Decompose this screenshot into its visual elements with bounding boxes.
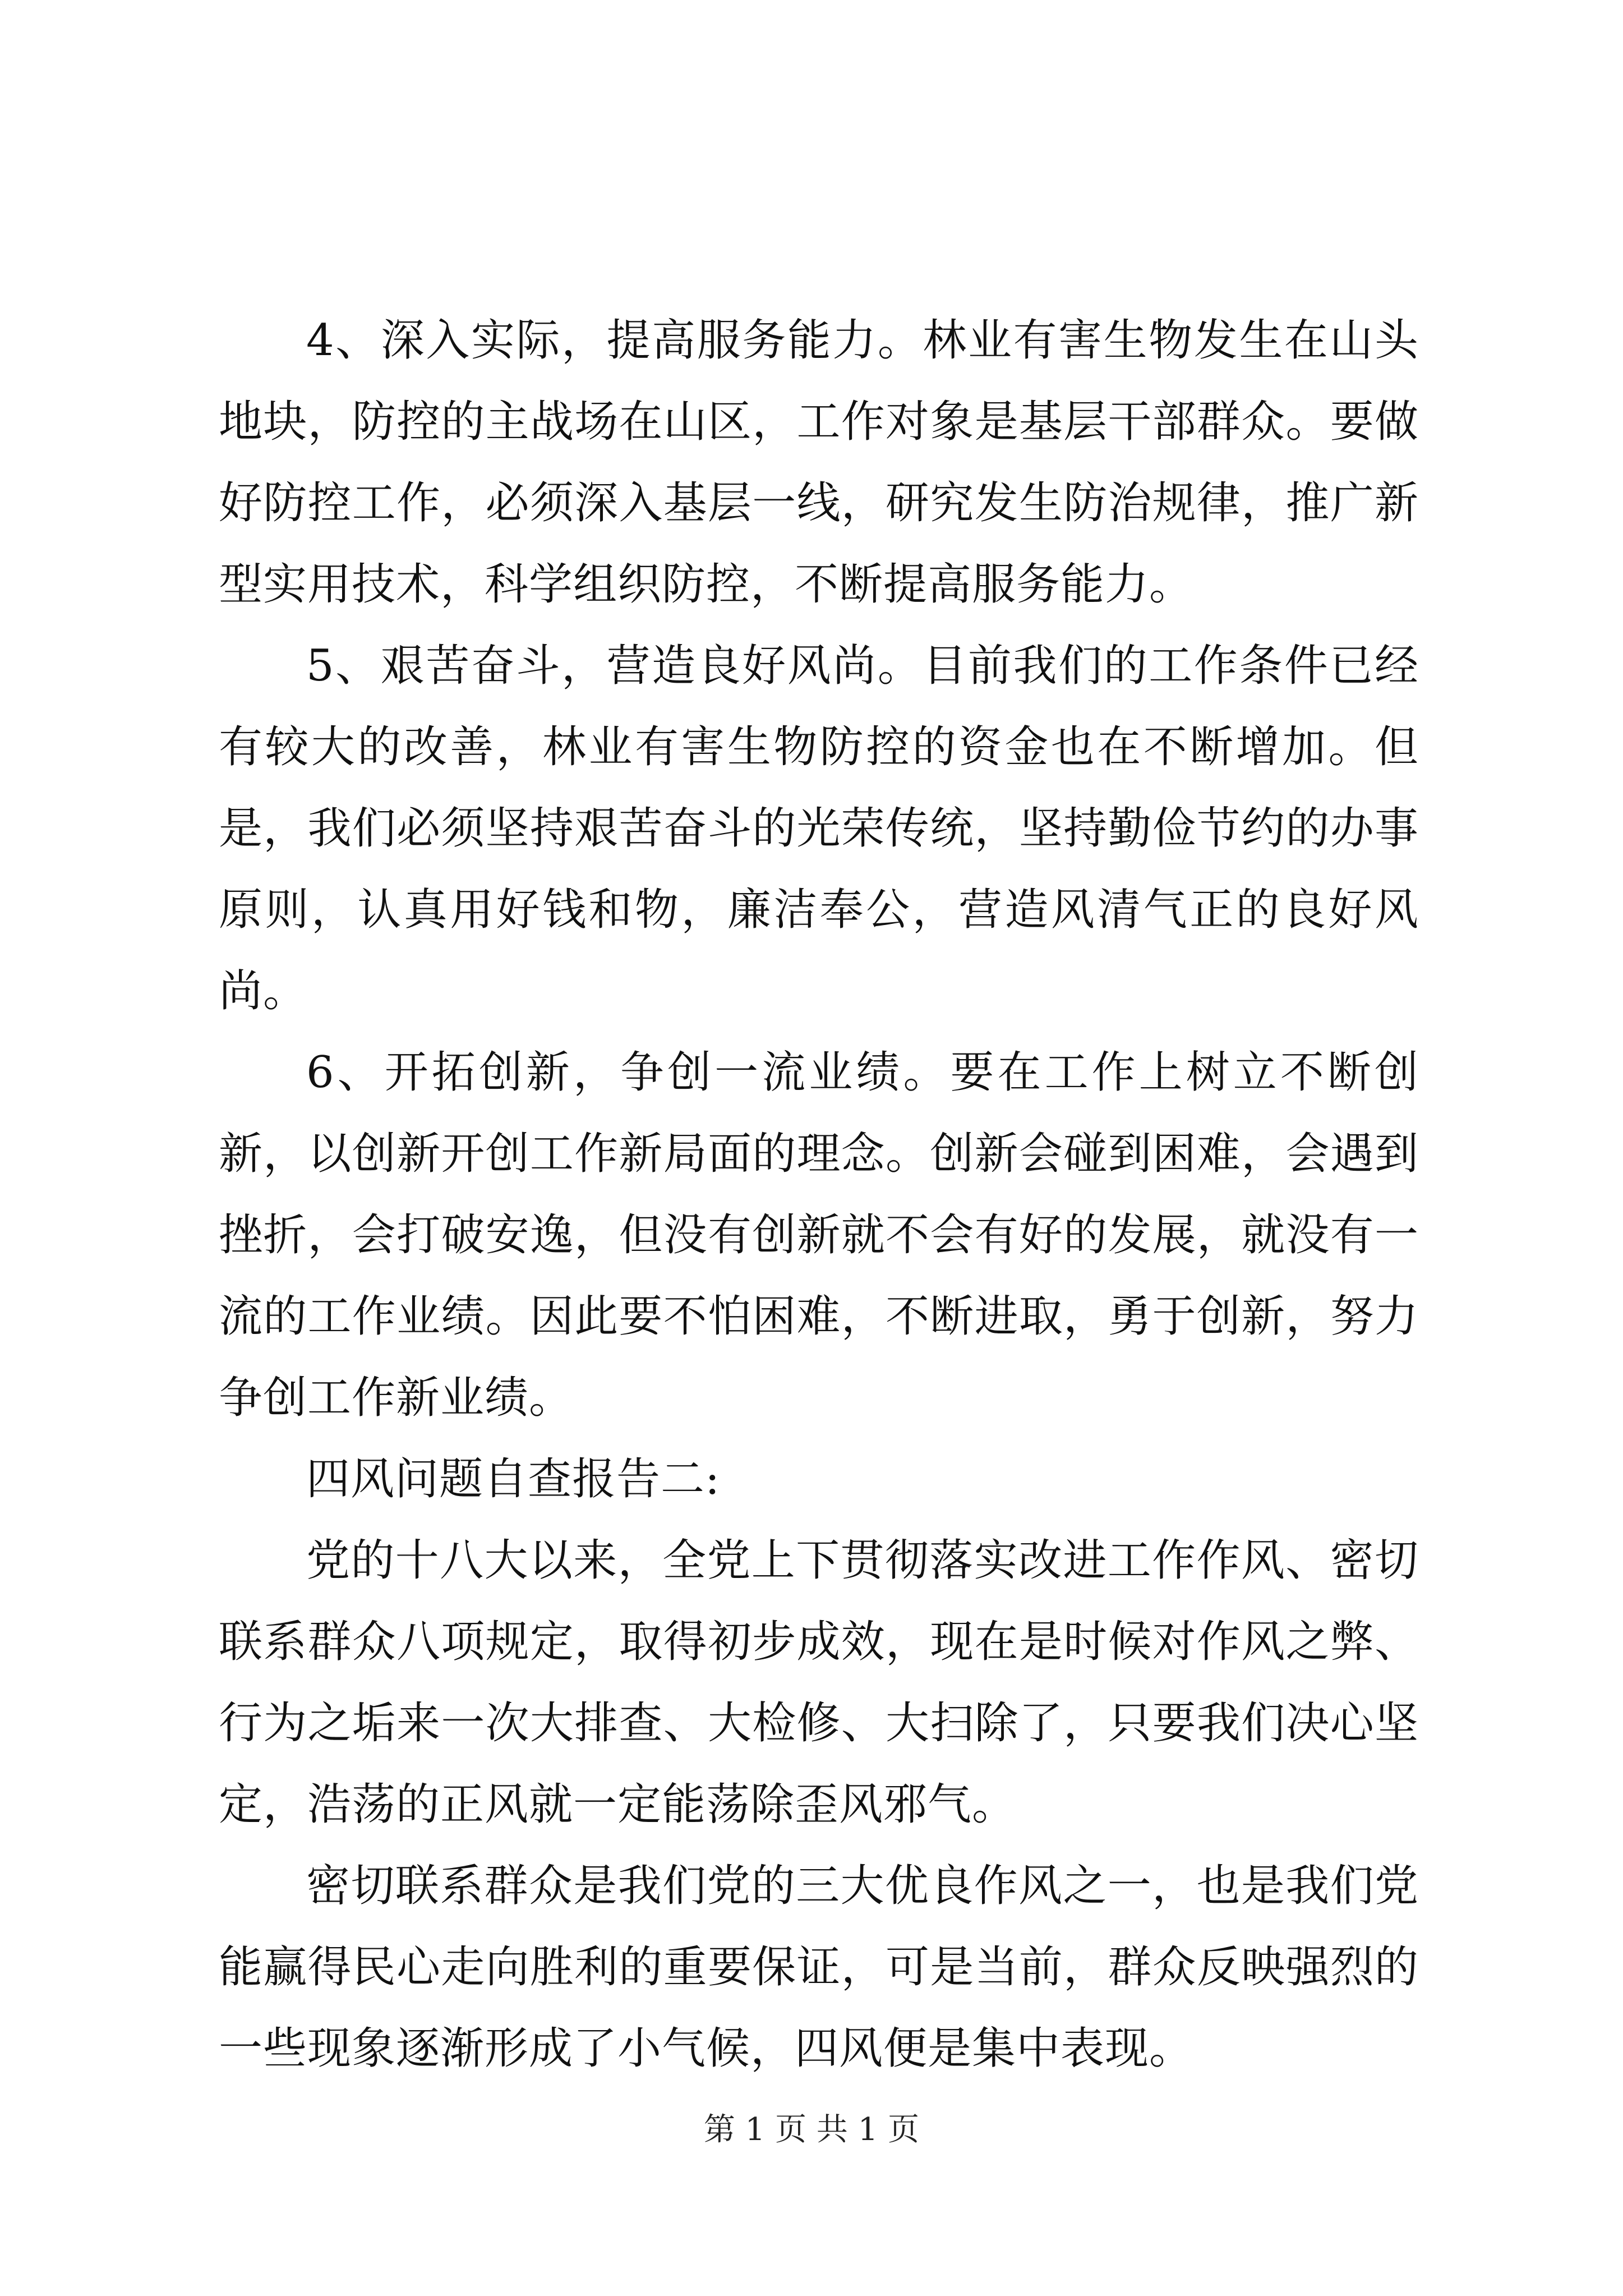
- paragraph-closing: 密切联系群众是我们党的三大优良作风之一，也是我们党能赢得民心走向胜利的重要保证，可是当前，群众反映强烈的一些现象逐渐形成了小气候，四风便是集中表现。: [219, 1861, 1419, 2074]
- document-body: [219, 300, 1419, 2090]
- section-heading: 四风问题自查报告二:: [306, 1454, 721, 1504]
- page-footer: 第 1 页 共 1 页: [703, 2111, 920, 2148]
- paragraph-intro: 党的十八大以来，全党上下贯彻落实改进工作作风、密切联系群众八项规定，取得初步成效，现在是时候对作风之弊、行为之垢来一次大排查、大检修、大扫除了，只要我们决心坚定，浩荡的正风就一定能荡除歪风邪气。: [219, 1535, 1419, 1830]
- paragraph-item-6: 6、开拓创新，争创一流业绩。要在工作上树立不断创新，以创新开创工作新局面的理念。创新会碰到困难，会遇到挫折，会打破安逸，但没有创新就不会有好的发展，就没有一流的工作业绩。因此要不怕困难，不断进取，勇于创新，努力争创工作新业绩。: [219, 1047, 1419, 1423]
- paragraph-item-4: 4、深入实际，提高服务能力。林业有害生物发生在山头地块，防控的主战场在山区，工作对象是基层干部群众。要做好防控工作，必须深入基层一线，研究发生防治规律，推广新型实用技术，科学组织防控，不断提高服务能力。: [219, 315, 1419, 610]
- paragraph-item-5: 5、艰苦奋斗，营造良好风尚。目前我们的工作条件已经有较大的改善，林业有害生物防控的资金也在不断增加。但是，我们必须坚持艰苦奋斗的光荣传统，坚持勤俭节约的办事原则，认真用好钱和物，廉洁奉公，营造风清气正的良好风尚。: [219, 641, 1419, 1016]
